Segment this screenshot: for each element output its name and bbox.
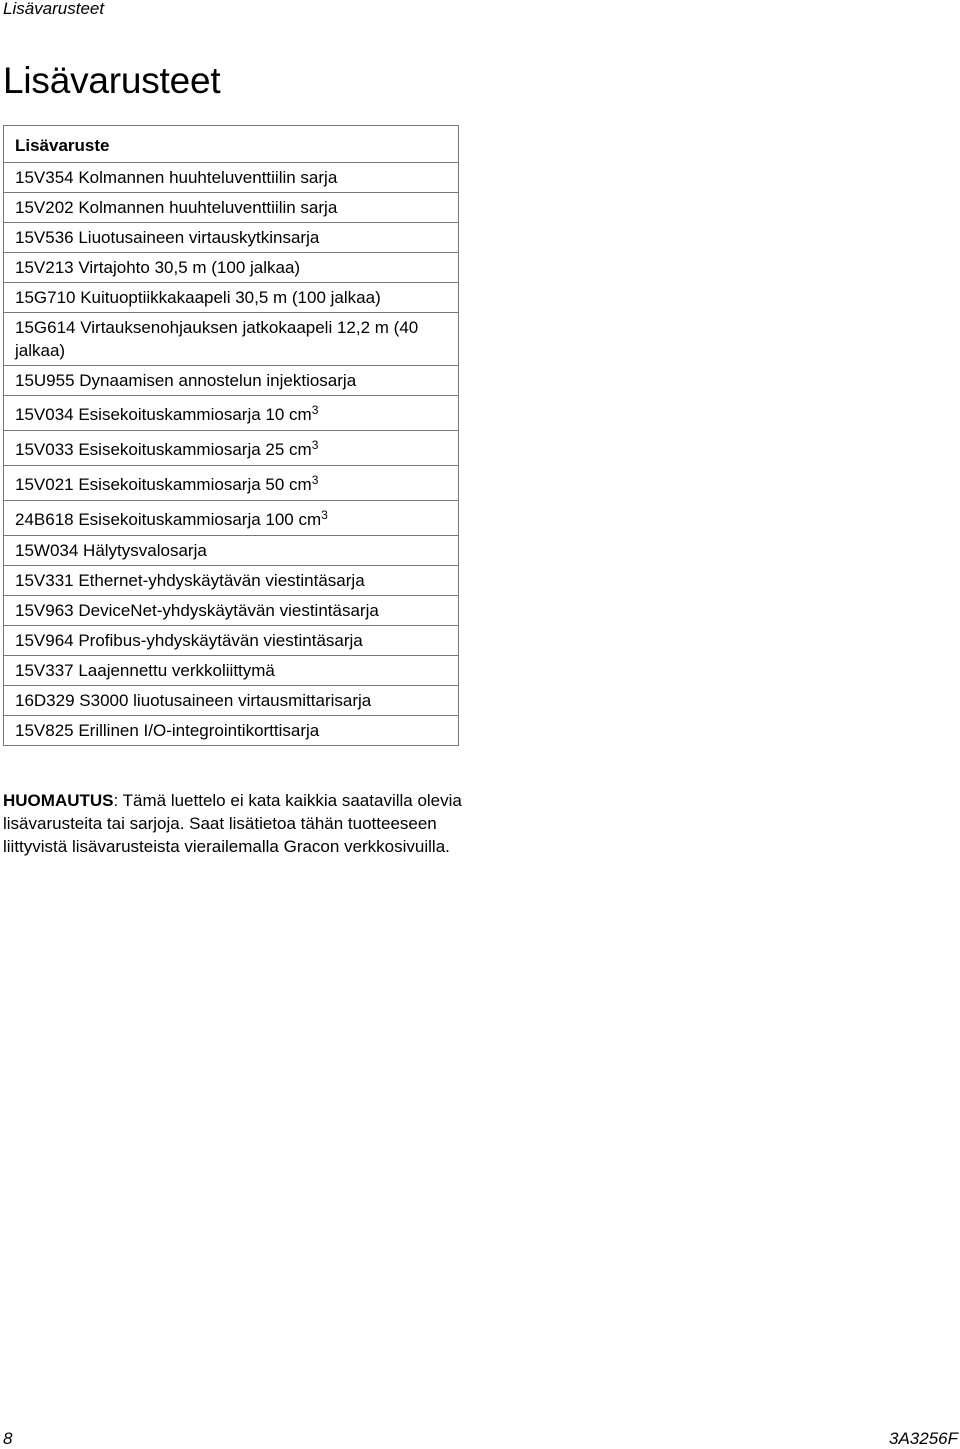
table-cell bbox=[4, 396, 459, 431]
table-row bbox=[4, 431, 459, 466]
table-row bbox=[4, 716, 459, 746]
table-row bbox=[4, 466, 459, 501]
cell-text: 15V021 Esisekoituskammiosarja 50 cm bbox=[15, 475, 312, 494]
table-row bbox=[4, 596, 459, 626]
table-cell: 15V202 Kolmannen huuhteluventtiilin sarja bbox=[4, 193, 459, 223]
accessories-table bbox=[3, 125, 459, 746]
superscript: 3 bbox=[311, 438, 319, 452]
table-cell bbox=[4, 466, 459, 501]
superscript: 3 bbox=[321, 508, 328, 522]
table-cell: 15V964 Profibus-yhdyskäytävän viestintäsarja bbox=[4, 626, 459, 656]
table-row bbox=[4, 313, 459, 366]
table-cell: 15U955 Dynaamisen annostelun injektiosarja bbox=[4, 366, 459, 396]
table-row bbox=[4, 193, 459, 223]
table-cell: 15V354 Kolmannen huuhteluventtiilin sarja bbox=[4, 163, 459, 193]
cell-text: 15V033 Esisekoituskammiosarja 25 cm bbox=[15, 440, 312, 459]
superscript: 3 bbox=[311, 473, 319, 487]
table-cell: 15W034 Hälytysvalosarja bbox=[4, 536, 459, 566]
page-title: Lisävarusteet bbox=[3, 60, 221, 101]
table-cell: 16D329 S3000 liuotusaineen virtausmittarisarja bbox=[4, 686, 459, 716]
page-number: 8 bbox=[3, 1429, 13, 1448]
table-cell: 15V825 Erillinen I/O-integrointikorttisarja bbox=[4, 716, 459, 746]
superscript: 3 bbox=[311, 403, 319, 417]
table-cell: 15G614 Virtauksenohjauksen jatkokaapeli 12,2 m (40 jalkaa) bbox=[4, 313, 459, 366]
table-row bbox=[4, 223, 459, 253]
table-cell bbox=[4, 431, 459, 466]
table-cell: 15V963 DeviceNet-yhdyskäytävän viestintäsarja bbox=[4, 596, 459, 626]
table-cell: 15V331 Ethernet-yhdyskäytävän viestintäsarja bbox=[4, 566, 459, 596]
table-row bbox=[4, 283, 459, 313]
note-text: : Tämä luettelo ei kata kaikkia saatavilla olevia lisävarusteita tai sarjoja. Saat lisätietoa tähän tuotteeseen liittyvistä lisävarusteista vierailemalla Gracon verkkosivuilla. bbox=[3, 791, 462, 856]
table-row bbox=[4, 396, 459, 431]
table-cell: 15V337 Laajennettu verkkoliittymä bbox=[4, 656, 459, 686]
table-row bbox=[4, 686, 459, 716]
table-row bbox=[4, 626, 459, 656]
cell-text: 15V034 Esisekoituskammiosarja 10 cm bbox=[15, 405, 312, 424]
note-label: HUOMAUTUS bbox=[3, 791, 114, 810]
document-id: 3A3256F bbox=[889, 1429, 958, 1448]
table-row bbox=[4, 253, 459, 283]
table-cell bbox=[4, 501, 459, 536]
table-row bbox=[4, 656, 459, 686]
running-header: Lisävarusteet bbox=[3, 0, 105, 18]
table-cell: 15G710 Kuituoptiikkakaapeli 30,5 m (100 jalkaa) bbox=[4, 283, 459, 313]
cell-text: 24B618 Esisekoituskammiosarja 100 cm bbox=[15, 510, 322, 529]
table-cell: 15V536 Liuotusaineen virtauskytkinsarja bbox=[4, 223, 459, 253]
table-row bbox=[4, 366, 459, 396]
table-header-row bbox=[4, 126, 459, 163]
table-row bbox=[4, 501, 459, 536]
table-row bbox=[4, 163, 459, 193]
note-paragraph bbox=[3, 789, 473, 858]
table-row bbox=[4, 536, 459, 566]
table-row bbox=[4, 566, 459, 596]
table-cell: 15V213 Virtajohto 30,5 m (100 jalkaa) bbox=[4, 253, 459, 283]
column-header: Lisävaruste bbox=[4, 126, 459, 163]
